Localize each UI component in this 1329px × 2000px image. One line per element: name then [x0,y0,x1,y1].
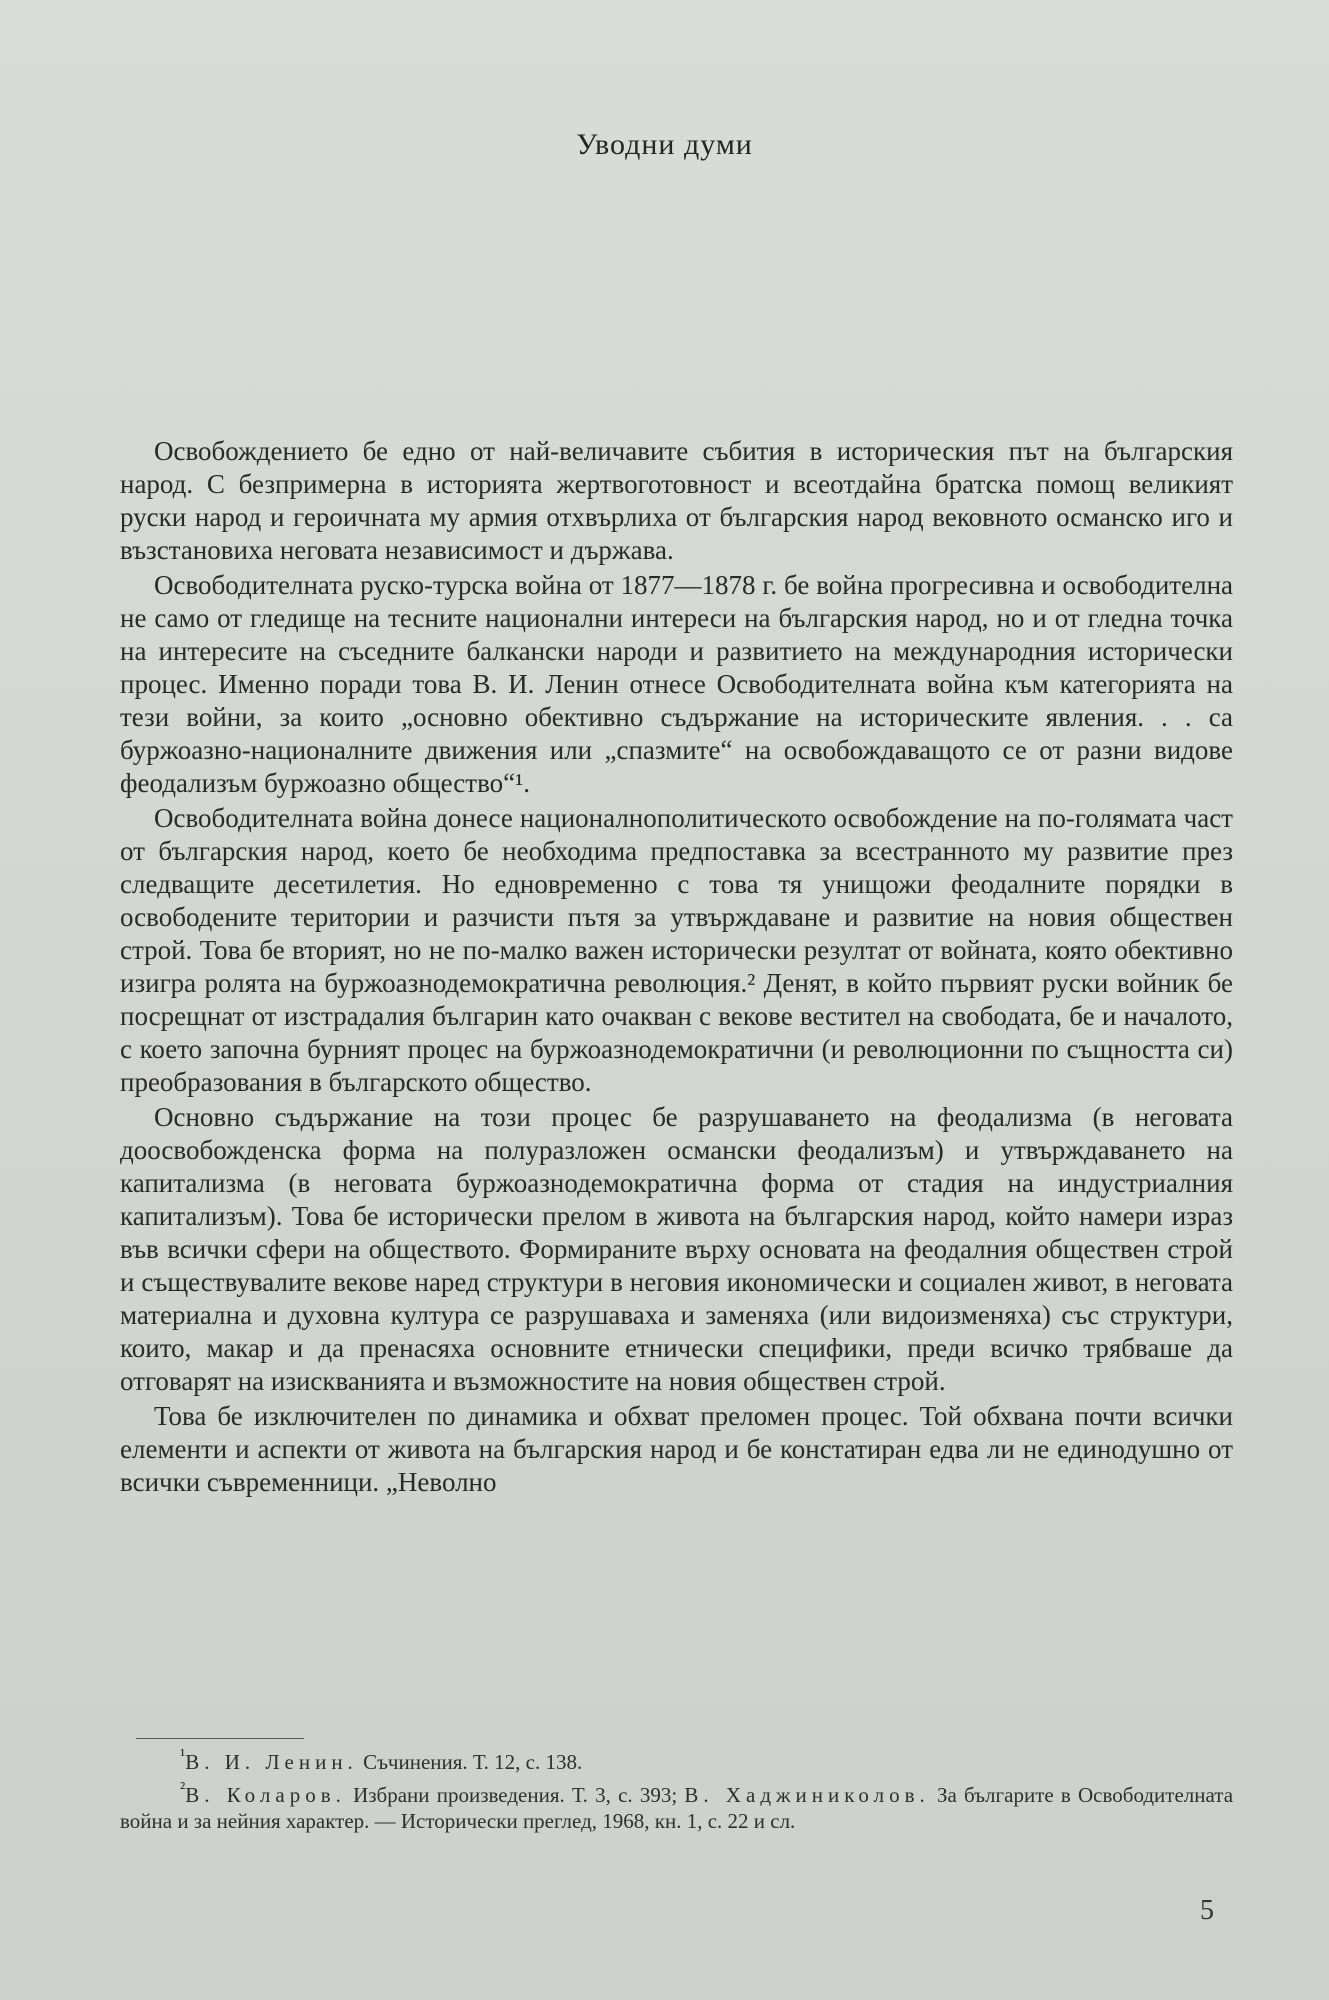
footnote-author: В. Коларов. [185,1783,346,1807]
footnotes [120,1742,1233,1834]
body-text [120,435,1233,1501]
footnote-author: В. И. Ленин. [185,1750,358,1774]
footnote-text: Избрани произведения. Т. 3, с. 393; [345,1783,685,1807]
paragraph: Освободителната руско-турска война от 1877—1878 г. бе война прогресивна и освободителна не само от гледище на тесните национални интереси на българския народ, но и от гледна точка на интересите на съседните балкански народи и развитието на международния исторически процес. Именно поради това В. И. Ленин отнесе Освободителната война към категорията на тези войни, за които „основно обективно съдържание на историческите явления. . . са буржоазно-националните движения или „спазмите“ на освобождаващото се от разни видове феодализъм буржоазно общество“¹. [120,570,1233,798]
paragraph: Освободителната война донесе националнополитическото освобождение на по-голямата част от българския народ, което бе необходима предпоставка за всестранното му развитие през следващите десетилетия. Но едновременно с това тя унищожи феодалните порядки в освободените територии и разчисти пътя за утвърждаване и развитие на новия обществен строй. Това бе вторият, но не по-малко важен исторически резултат от войната, която обективно изигра ролята на буржоазнодемократична революция.² Денят, в който първият руски войник бе посрещнат от изстрадалия българин като очакван с векове вестител на свободата, бе и началото, с което започна бурният процес на буржоазнодемократични (и революционни по същността си) преобразования в българското общество. [120,803,1233,1097]
footnote [120,1775,1233,1834]
footnote-divider [136,1738,304,1739]
paragraph: Освобождението бе едно от най-величавите събития в историческия път на българския народ. С безпримерна в историята жертвоготовност и всеотдайна братска помощ великият руски народ и героичната му армия отхвърлиха от българския народ вековното османско иго и възстановиха неговата независимост и държава. [120,436,1233,565]
footnote [120,1742,1233,1775]
footnote-author: В. Хаджиниколов. [684,1783,930,1807]
page-title: Уводни думи [576,128,753,161]
footnote-mark: ² [180,1778,186,1798]
footnote-text: За българите в Освободителната война и за нейния характер. — Исторически преглед, 1968, кн. 1, с. 22 и сл. [120,1783,1234,1833]
page-number: 5 [1200,1895,1214,1926]
paragraph: Основно съдържание на този процес бе разрушаването на феодализма (в неговата доосвобожденска форма на полуразложен османски феодализъм) и утвърждаването на капитализма (в неговата буржоазнодемократична форма от стадия на индустриалния капитализъм). Това бе исторически прелом в живота на българския народ, който намери израз във всички сфери на обществото. Формираните върху основата на феодалния обществен строй и съществувалите векове наред структури в неговия икономически и социален живот, в неговата материална и духовна култура се разрушаваха и заменяха (или видоизменяха) със структури, които, макар и да пренасяха основните етнически специфики, преди всичко трябваше да отговарят на изискванията и възможностите на новия обществен строй. [120,1102,1233,1396]
paragraph: Това бе изключителен по динамика и обхват преломен процес. Той обхвана почти всички елементи и аспекти от живота на българския народ и бе констатиран едва ли не единодушно от всички съвременници. „Неволно [120,1401,1233,1497]
footnote-text: Съчинения. Т. 12, с. 138. [357,1750,583,1774]
footnote-mark: ¹ [180,1745,186,1765]
